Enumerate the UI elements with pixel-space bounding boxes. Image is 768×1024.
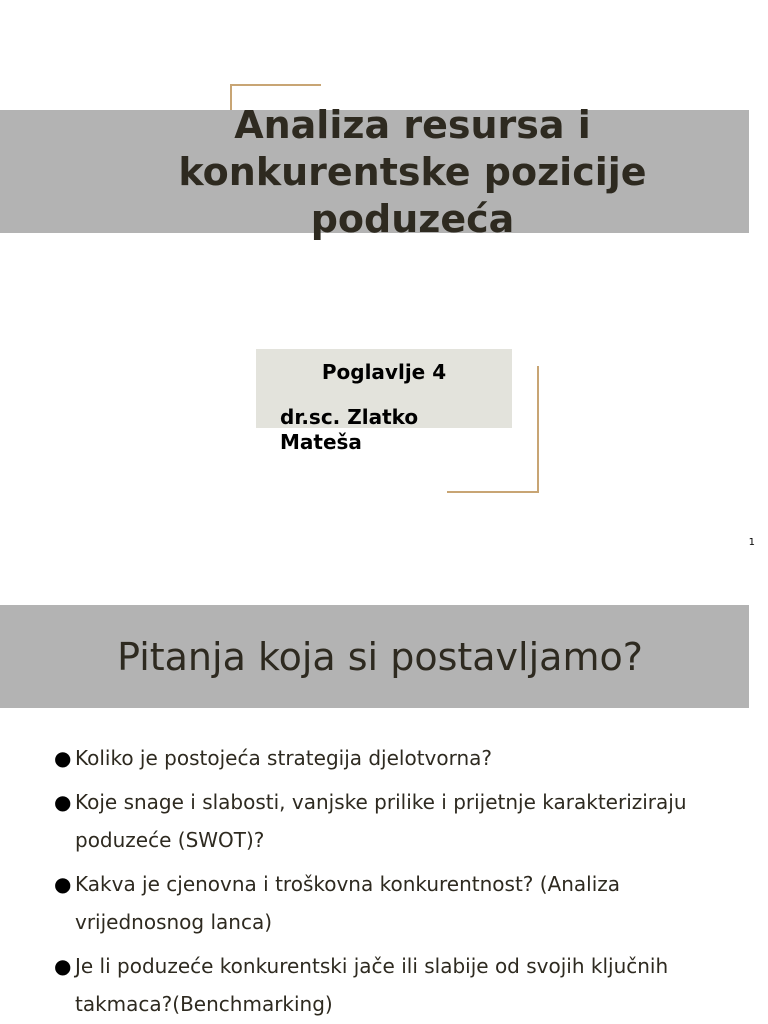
accent-line-top-horizontal bbox=[230, 84, 321, 86]
questions-list bbox=[54, 739, 694, 1024]
bullet-icon: ● bbox=[54, 746, 72, 770]
accent-line-bottom-vertical bbox=[537, 366, 539, 493]
list-item bbox=[54, 947, 694, 1023]
bullet-icon: ● bbox=[54, 954, 72, 978]
page-number: 1 bbox=[748, 537, 755, 548]
list-item-text: Kakva je cjenovna i troškovna konkurentnost? (Analiza vrijednosnog lanca) bbox=[75, 872, 621, 934]
list-item-text: Koje snage i slabosti, vanjske prilike i prijetnje karakteriziraju poduzeće (SWOT)? bbox=[75, 790, 687, 852]
slide-title: Analiza resursa i konkurentske pozicije poduzeća bbox=[178, 103, 647, 241]
list-item-text: Je li poduzeće konkurentski jače ili slabije od svojih ključnih takmaca?(Benchmarking) bbox=[75, 954, 669, 1016]
accent-line-bottom-horizontal bbox=[447, 491, 539, 493]
questions-title: Pitanja koja si postavljamo? bbox=[117, 634, 643, 679]
list-item bbox=[54, 739, 694, 777]
bullet-icon: ● bbox=[54, 872, 72, 896]
bullet-icon: ● bbox=[54, 790, 72, 814]
author-name: dr.sc. Zlatko Mateša bbox=[280, 405, 419, 454]
list-item bbox=[54, 865, 694, 941]
list-item-text: Koliko je postojeća strategija djelotvorna? bbox=[75, 746, 493, 770]
chapter-label: Poglavlje 4 bbox=[321, 360, 447, 384]
list-item bbox=[54, 783, 694, 859]
